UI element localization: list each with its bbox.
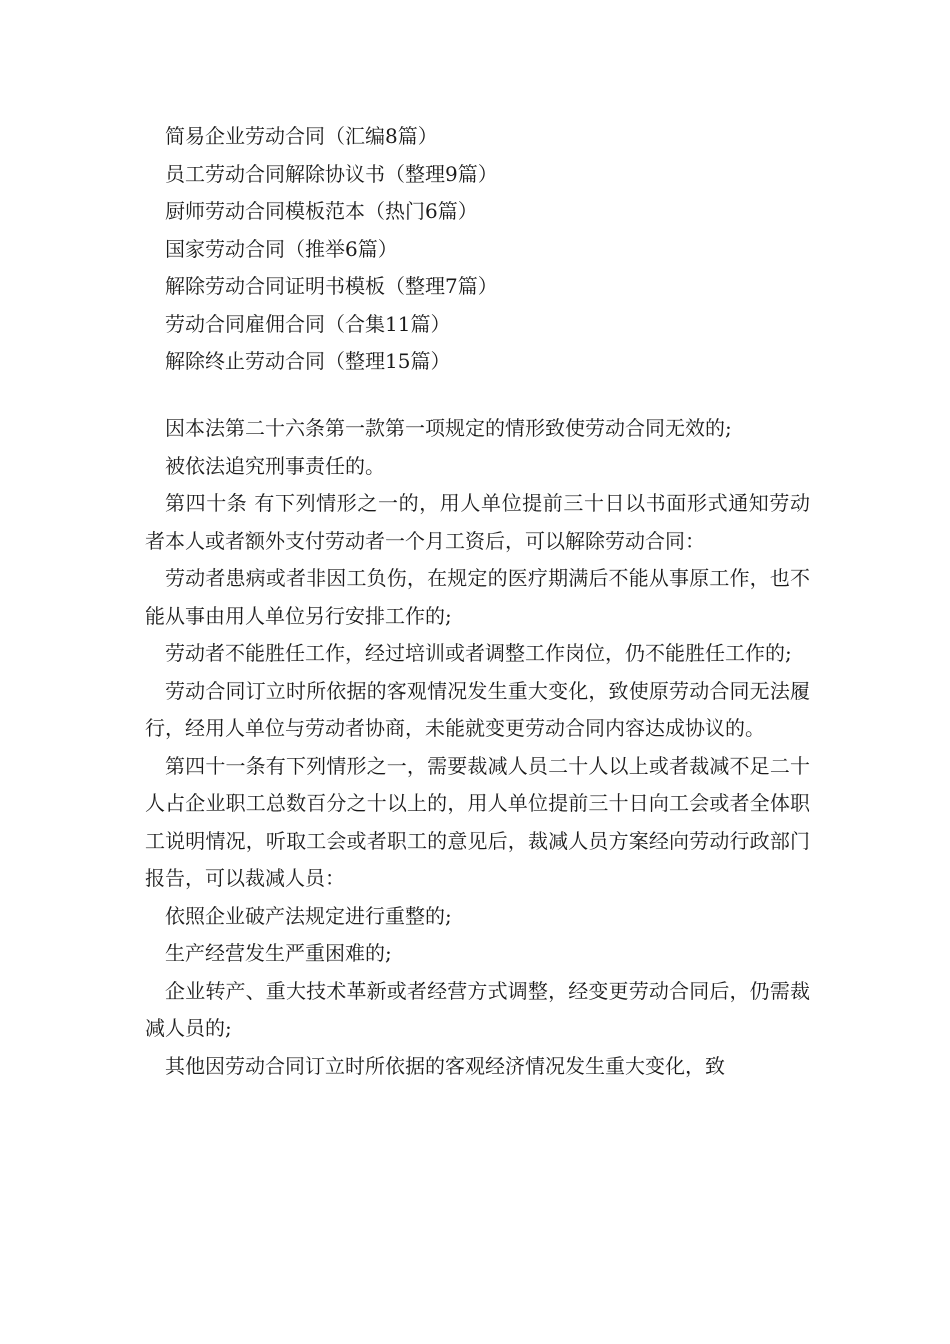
body-paragraph: 劳动者患病或者非因工负伤，在规定的医疗期满后不能从事原工作，也不能从事由用人单位另行安排工作的; bbox=[145, 566, 810, 628]
body-paragraph: 其他因劳动合同订立时所依据的客观经济情况发生重大变化，致 bbox=[165, 1053, 725, 1078]
body-paragraph: 企业转产、重大技术革新或者经营方式调整，经变更劳动合同后，仍需裁减人员的; bbox=[145, 978, 810, 1040]
related-article-item[interactable]: 员工劳动合同解除协议书（整理9篇） bbox=[165, 161, 498, 186]
body-paragraph: 劳动合同订立时所依据的客观情况发生重大变化，致使原劳动合同无法履行，经用人单位与劳动者协商，未能就变更劳动合同内容达成协议的。 bbox=[145, 678, 810, 740]
related-article-item[interactable]: 国家劳动合同（推举6篇） bbox=[165, 236, 398, 261]
related-articles-list bbox=[165, 118, 825, 381]
related-article-item[interactable]: 劳动合同雇佣合同（合集11篇） bbox=[165, 311, 451, 336]
related-article-item[interactable]: 解除劳动合同证明书模板（整理7篇） bbox=[165, 274, 498, 298]
related-article-item[interactable]: 解除终止劳动合同（整理15篇） bbox=[165, 349, 451, 373]
body-paragraph: 第四十一条有下列情形之一，需要裁减人员二十人以上或者裁减不足二十人占企业职工总数百分之十以上的，用人单位提前三十日向工会或者全体职工说明情况，听取工会或者职工的意见后，裁减人员方案经向劳动行政部门报告，可以裁减人员： bbox=[145, 753, 810, 890]
body-paragraph: 劳动者不能胜任工作，经过培训或者调整工作岗位，仍不能胜任工作的; bbox=[165, 641, 792, 665]
body-paragraph: 依照企业破产法规定进行重整的; bbox=[165, 903, 452, 928]
body-paragraph: 被依法追究刑事责任的。 bbox=[165, 453, 385, 478]
body-paragraph: 因本法第二十六条第一款第一项规定的情形致使劳动合同无效的; bbox=[165, 416, 732, 440]
body-paragraph: 第四十条 有下列情形之一的，用人单位提前三十日以书面形式通知劳动者本人或者额外支付劳动者一个月工资后，可以解除劳动合同： bbox=[145, 491, 810, 553]
body-paragraph: 生产经营发生严重困难的; bbox=[165, 941, 392, 965]
related-article-item[interactable]: 简易企业劳动合同（汇编8篇） bbox=[165, 124, 438, 148]
related-article-item[interactable]: 厨师劳动合同模板范本（热门6篇） bbox=[165, 199, 478, 223]
document-body bbox=[145, 410, 810, 1085]
